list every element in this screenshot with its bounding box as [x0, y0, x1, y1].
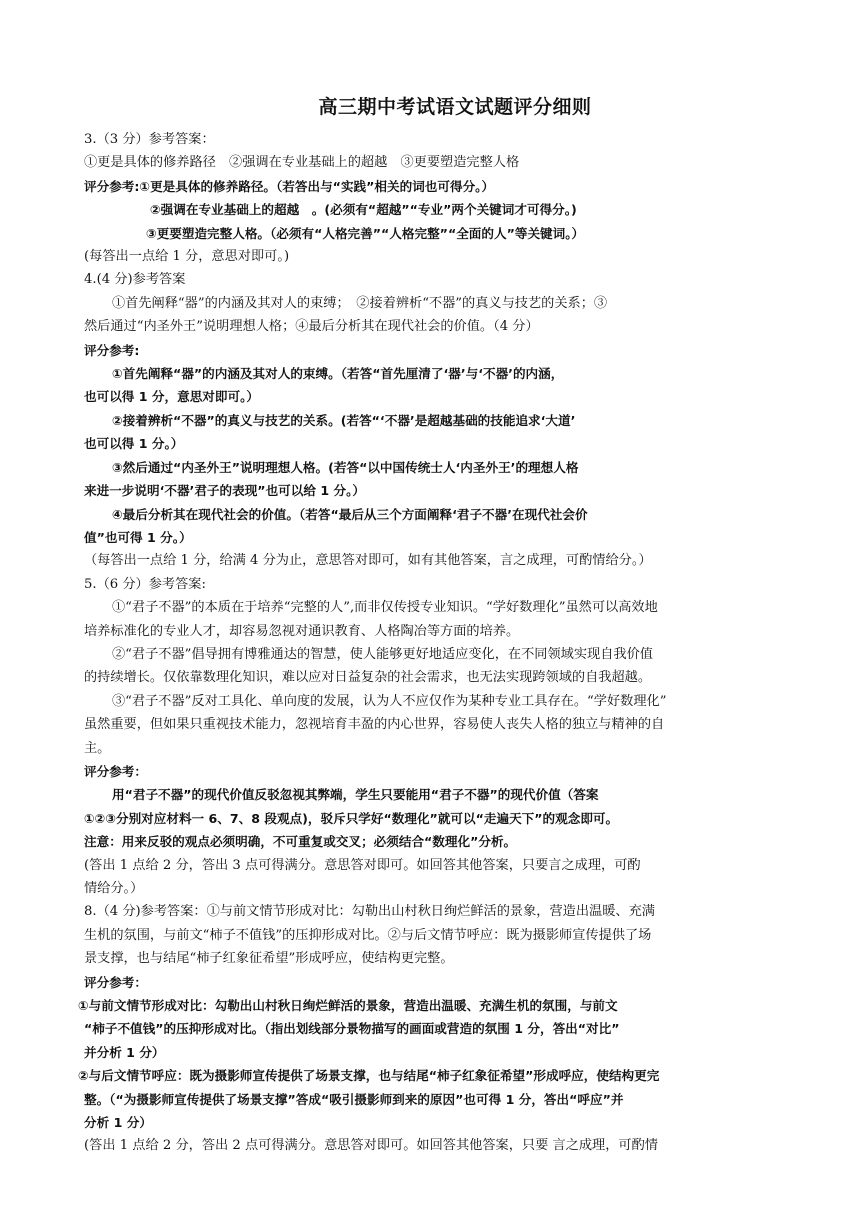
q8-answer-1: 8.（4 分)参考答案：①与前文情节形成对比：勾勒出山村秋日绚烂鲜活的景象，营造出温暖、充满: [84, 904, 655, 920]
q5-ref-1: 用“君子不器”的现代价值反驳忽视其弊端，学生只要能用“君子不器”的现代价值（答案: [112, 787, 599, 803]
q4-ref-2b: 也可以得 1 分。）: [84, 436, 184, 452]
q4-ref-4a: ④最后分析其在现代社会的价值。（若答“最后从三个方面阐释‘君子不器’在现代社会价: [112, 506, 588, 522]
q5-ref-3: 注意：用来反驳的观点必须明确，不可重复或交叉；必须结合“数理化”分析。: [84, 834, 517, 850]
q3-answer: ①更是具体的修养路径 ②强调在专业基础上的超越 ③更要塑造完整人格: [84, 155, 520, 171]
q5-answer-1b: 培养标准化的专业人才，却容易忽视对通识教育、人格陶冶等方面的培养。: [84, 623, 520, 639]
q5-note-2: 情给分。）: [84, 881, 144, 896]
q8-ref-1a: ①与前文情节形成对比：勾勒出山村秋日绚烂鲜活的景象，营造出温暖、充满生机的氛围，与前文: [78, 998, 618, 1014]
q3-note: (每答出一点给 1 分，意思对即可。): [84, 249, 290, 265]
q4-ref-3a: ③然后通过“内圣外王”说明理想人格。(若答“以中国传统士人‘内圣外王’的理想人格: [112, 459, 579, 475]
q8-answer-3: 景支撑，也与结尾“柿子红象征希望”形成呼应，使结构更完整。: [84, 951, 454, 967]
page-title: 高三期中考试语文试题评分细则: [318, 96, 592, 118]
q8-answer-2: 生机的氛围，与前文“柿子不值钱”的压抑形成对比。②与后文情节呼应：既为摄影师宣传提供了场: [84, 927, 652, 943]
q3-ref-2: ②强调在专业基础上的超越 。(必须有“超越”“专业”两个关键词才可得分。): [150, 202, 577, 218]
q5-answer-3a: ③“君子不器”反对工具化、单向度的发展，认为人不应仅作为某种专业工具存在。“学好数理化”: [112, 693, 667, 709]
q5-heading: 5.（6 分）参考答案:: [84, 576, 206, 592]
q5-answer-3c: 主。: [84, 740, 111, 756]
q5-answer-2b: 的持续增长。仅依靠数理化知识，难以应对日益复杂的社会需求，也无法实现跨领域的自我超越。: [84, 670, 652, 686]
q4-ref-1a: ①首先阐释“器”的内涵及其对人的束缚。（若答“首先厘清了‘器’与‘不器’的内涵，: [112, 366, 564, 382]
q4-ref-2a: ②接着辨析“不器”的真义与技艺的关系。(若答“‘不器’是超越基础的技能追求‘大道’: [112, 412, 576, 428]
q4-ref-3b: 来进一步说明‘不器’君子的表现”也可以给 1 分。）: [84, 483, 365, 499]
q4-ref-1b: 也可以得 1 分，意思对即可。）: [84, 389, 259, 405]
q5-ref-2: ①②③分别对应材料一 6、7、8 段观点)，驳斥只学好“数理化”就可以“走遍天下”的观念即可。: [84, 810, 619, 826]
q4-ref-4b: 值”也可得 1 分。）: [84, 529, 192, 545]
q4-ref-heading: 评分参考:: [84, 342, 140, 358]
q8-ref-1c: 并分析 1 分）: [84, 1044, 165, 1060]
q8-note-1: (答出 1 点给 2 分，答出 2 点可得满分。意思答对即可。如回答其他答案，只要 言之成理，可酌情: [84, 1138, 658, 1154]
q5-note-1: (答出 1 点给 2 分，答出 3 点可得满分。意思答对即可。如回答其他答案，只要言之成理，可酌: [84, 857, 641, 873]
q8-ref-2a: ②与后文情节呼应：既为摄影师宣传提供了场景支撑，也与结尾“柿子红象征希望”形成呼应，使结构更完: [78, 1068, 660, 1084]
q4-note: （每答出一点给 1 分，给满 4 分为止，意思答对即可，如有其他答案，言之成理，可酌情给分。）: [84, 553, 652, 569]
q8-ref-1b: “柿子不值钱”的压抑形成对比。（指出划线部分景物描写的画面或营造的氛围 1 分，答出“对比”: [84, 1021, 620, 1037]
q4-answer-2: 然后通过“内圣外王”说明理想人格；④最后分析其在现代社会的价值。（4 分）: [84, 319, 539, 335]
q8-ref-2c: 分析 1 分）: [84, 1115, 152, 1131]
q8-ref-2b: 整。（“为摄影师宣传提供了场景支撑”答成“吸引摄影师到来的原因”也可得 1 分，答出“呼应”并: [84, 1091, 624, 1107]
q4-heading: 4.(4 分)参考答案: [84, 272, 186, 288]
q3-ref-1: 评分参考:①更是具体的修养路径。（若答出与“实践”相关的词也可得分。）: [84, 178, 495, 194]
q3-heading: 3.（3 分）参考答案：: [84, 132, 215, 147]
q4-answer-1: ①首先阐释“器”的内涵及其对人的束缚； ②接着辨析“不器”的真义与技艺的关系；③: [112, 295, 608, 311]
q5-ref-heading: 评分参考：: [84, 763, 147, 779]
q8-ref-heading: 评分参考：: [84, 974, 147, 990]
q3-ref-3: ③更要塑造完整人格。（必须有“人格完善”“人格完整”“全面的人”等关键词。）: [146, 225, 585, 241]
q5-answer-3b: 虽然重要，但如果只重视技术能力，忽视培育丰盈的内心世界，容易使人丧失人格的独立与精神的自: [84, 717, 665, 733]
q5-answer-1a: ①“君子不器”的本质在于培养“完整的人”,而非仅传授专业知识。“学好数理化”虽然可以高效地: [112, 600, 658, 616]
q5-answer-2a: ②“君子不器”倡导拥有博雅通达的智慧，使人能够更好地适应变化，在不同领域实现自我价值: [112, 646, 653, 662]
